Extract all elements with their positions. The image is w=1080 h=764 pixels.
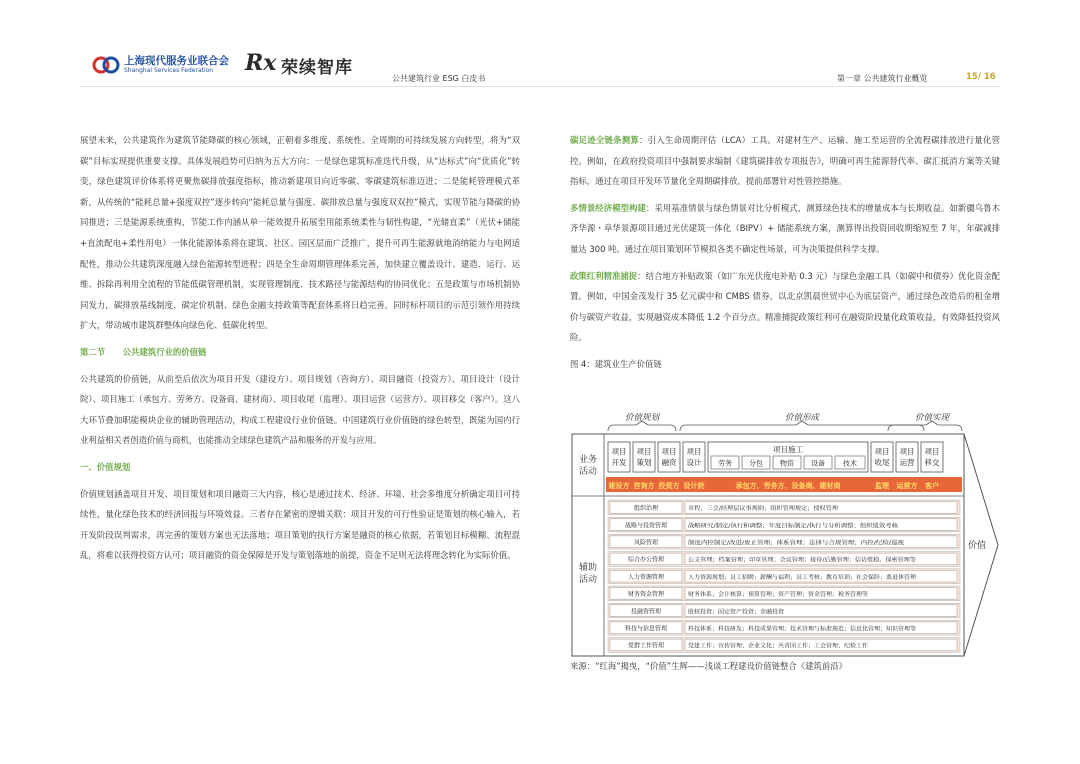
document-title: 公共建筑行业 ESG 白皮书 [392,74,486,83]
top-label-realizing: 价值实现 [914,413,950,423]
support-row-name: 科技与信息管理 [624,625,668,633]
figure-source: 来源：“红海”揭曳，“价值”生辉——浅谈工程建设价值链整合《建筑前沿》 [570,661,847,671]
org-name-cn: 上海现代服务业联合会 [124,55,229,67]
figure-caption: 图 4：建筑业生产价值链 [570,358,662,369]
top-label-forming: 价值形成 [784,413,820,423]
support-row-desc: 战略研究/制定/执行和调整；年度目标制定/执行与分析调整；组织绩效考核 [688,523,873,530]
ssf-logo [92,50,230,80]
support-row-name: 战略与投资管理 [624,522,668,530]
stage-box-plan-1: 项目 [636,447,652,456]
support-label-1: 辅助 [578,563,598,573]
paragraph-future-trends: 展望未来，公共建筑作为建筑节能降碳的核心领域，正朝着多维度、系统性、全周期的可持续发展方向转型，将为“双碳”目标实现提供重要支撑。具体发展趋势可归纳为五大方向：一是绿色建筑标准迭代升级，从“达标式”向“优质化”转变，绿色建筑评价体系将更聚焦碳排放强度指标，推动新建项目向近零碳、零碳建筑标准迈进；二是能耗管理模式革新，从传统的“能耗总量+强度双控”逐步转向“能耗总量与强度、碳排放总量与强度双双控”模式，实现节能与降碳的协同推进；三是能源系统重构，节能工作内涵从单一能效提升拓展至用能系统柔性与韧性构建，“光储直柔”（光伏+储能+直流配电+柔性用电）一体化能源体系将在建筑、社区、园区层面广泛推广，提升可再生能源就地消纳能力与电网适配性，推动公共建筑深度融入绿色能源转型进程；四是全生命周期管理体系完善，加快建立覆盖设计、建造、运行、运维、拆除再利用全流程的节能低碳管理机制，实现管理制度、技术路径与能源结构的协同优化；五是政策与市场机制协同发力，碳排放基线制度、碳定价机制、绿色金融支持政策等配套体系将日趋完善，同时标杆项目的示范引领作用持续扩大，带动城市建筑群整体向绿色化、低碳化转型。 [80,135,520,331]
construction-title: 项目施工 [773,445,803,454]
actor-client: 客户 [925,482,939,490]
construction-sub-equipment: 设备 [811,459,825,468]
page-number: 15/ 16 [966,72,996,82]
stage-box-operate-1: 项目 [899,447,915,456]
paragraph-value-planning: 价值规划涵盖项目开发、项目策划和项目融资三大内容，核心是通过技术、经济、环境、社会多维度分析确定项目可持续性，量化绿色技术的经济回报与环境效益。三者存在紧密的逻辑关联：项目开发的可行性验证是策划的核心输入，若开发阶段误判需求，再完善的策划方案也无法落地；项目策划的执行方案是融资的核心依据，若策划目标模糊、流程混乱，将难以获得投资方认可；项目融资的资金保障是开发与策划落地的前提，资金不足则无法将理念转化为实际价值。 [80,488,520,561]
support-row-name: 风险管理 [633,539,659,547]
stage-box-fin-1: 项目 [661,447,677,456]
brand-name: 荣续智库 [281,58,353,78]
text-policy-dividend: ：结合地方补贴政策（如广东光伏度电补贴 0.3 元）与绿色金融工具（如碳中和债券）优化资金配置。例如，中国金茂发行 35 亿元碳中和 CMBS 债券，以北京凯晨世贸中心为底层资产，通过绿色改造后的租金增价与碳资产收益，实现融资成本降低 1.2 个百分点。精准捕捉政策红利可在融资阶段量化政策收益，有效降低投资风险。 [570,270,1001,343]
actor-developer: 建设方 [608,482,630,490]
actor-consultant: 咨询方 [633,482,655,490]
ssf-logo-icon [92,52,120,78]
subsection-title: 一、价值规划 [80,461,131,472]
actor-contractors: 承包方、劳务方、设备商、建材商 [735,482,841,490]
support-row-name: 综合办公管理 [627,556,665,564]
lead-scenario-model: 多情景经济模型构建 [570,202,646,213]
stage-box-handover-1: 项目 [924,447,940,456]
left-column [80,130,520,566]
stage-box-dev-2: 开发 [611,458,627,467]
actor-design-institute: 设计院 [683,482,705,490]
support-row-name: 人力资源管理 [627,573,665,581]
support-row-desc: 科技体系；科技研发；科技成果管理；技术管理与标准规范；信息化管理；知识管理等 [688,626,901,633]
construction-sub-material: 物资 [780,459,794,468]
support-row-desc: 人力资源规划；员工招聘；薪酬与福利；员工考核；教育培训；社会保险；离退休管理 [688,574,901,581]
stage-box-operate-2: 运营 [899,458,915,467]
business-label-1: 业务 [578,455,598,465]
right-column [570,130,1000,375]
section-title: 第二节 公共建筑行业的价值链 [80,346,207,357]
actor-operator: 运营方 [896,482,918,490]
support-label-2: 活动 [578,575,598,585]
stage-box-handover-2: 移交 [924,458,940,467]
top-labels [608,412,962,431]
stage-box-close-1: 项目 [874,447,890,456]
actor-investor: 投资方 [658,482,680,490]
top-label-planning: 价值规划 [624,413,660,423]
business-label-2: 活动 [578,467,598,477]
brand-mark: Rx [245,50,277,76]
support-row-desc: 党建工作；宣传管理；企业文化；共青团工作；工会管理；纪检工作 [688,643,856,650]
org-name-en: Shanghai Services Federation [124,67,214,74]
paragraph-value-chain: 公共建筑的价值链，从前至后依次为项目开发（建设方）、项目规划（咨询方）、项目融资（投资方）、项目设计（设计院）、项目施工（承包方、劳务方、设备商、建材商）、项目收尾（监理）、项目运营（运营方）、项目移交（客户）。这八大环节叠加职能模块企业的辅助管理活动，构成工程建设行业价值链。中国建筑行业价值链的绿色转型，既能为国内行业利益相关者创造价值与商机，也能推动全球绿色建筑产品和服务的开发与应用。 [80,373,520,446]
actor-supervisor: 监理 [875,482,889,490]
chapter-title: 第一章 公共建筑行业概览 [837,74,928,83]
page-header [0,0,1080,90]
stage-box-design-1: 项目 [686,447,702,456]
support-row-name: 财务资金管理 [627,591,665,599]
lead-policy-dividend: 政策红利精准捕捉 [570,270,638,281]
support-row-desc: 股权投资；固定资产投资；金融投资 [688,609,778,616]
header-divider [80,86,1000,87]
support-row-desc: 制度内控制定/改进/废止管理；体系管理；法律与合规管理；内控/纪检/巡视 [688,540,875,547]
support-row-name: 党群工作管理 [627,642,665,650]
paragraph-carbon-footprint [570,130,1000,192]
value-label: 价值 [967,541,987,551]
lead-carbon-footprint: 碳足迹全链条测算 [570,135,639,145]
text-carbon-footprint: ：引入生命周期评估（LCA）工具。对建材生产、运输、施工至运营的全流程碳排放进行量化管控。例如，在政府投资项目中强制要求编制《建筑碳排放专项报告》，明确可再生能源替代率、碳汇抵消方案等关键指标，通过在项目开发环节量化全周期碳排放，提前部署针对性管控措施。 [570,135,1001,187]
support-row-name: 投融资管理 [630,608,662,616]
value-chain-diagram [570,410,1000,658]
construction-sub-technology: 技术 [843,459,857,468]
construction-sub-labor: 劳务 [718,459,732,468]
support-row-desc: 财务体系；会计核算；预算管理；资产管理；资金管理；税务管理等 [688,592,856,599]
support-row-desc: 章程；三会/经理层议事规则；组织管理规定；授权管理 [688,506,825,513]
stage-box-fin-2: 融资 [661,458,677,467]
support-rows [608,500,960,652]
stage-boxes [608,442,943,472]
support-row-desc: 公文管理；档案管理；印章管理；会议管理；接待/后勤管理；信访维稳、保密管理等 [688,557,897,564]
stage-box-close-2: 收尾 [874,458,890,467]
support-row-name: 组织治理 [633,505,659,513]
stage-box-design-2: 设计 [686,458,702,467]
paragraph-scenario-model [570,198,1000,260]
construction-sub-subcontract: 分包 [749,459,763,468]
text-scenario-model: ：采用基准情景与绿色情景对比分析模式，测算绿色技术的增量成本与长期收益。如新疆乌鲁木齐华源・阜华景源项目通过光伏建筑一体化（BIPV）+ 储能系统方案，测算得出投资回收期缩短至 7 年，年碳减排量达 300 吨。通过在项目策划环节模拟各类不确定性场景，可为决策提供科学支撑。 [570,202,1001,254]
paragraph-policy-dividend [570,266,1000,348]
stage-box-plan-2: 策划 [636,458,652,467]
stage-box-dev-1: 项目 [611,447,627,456]
